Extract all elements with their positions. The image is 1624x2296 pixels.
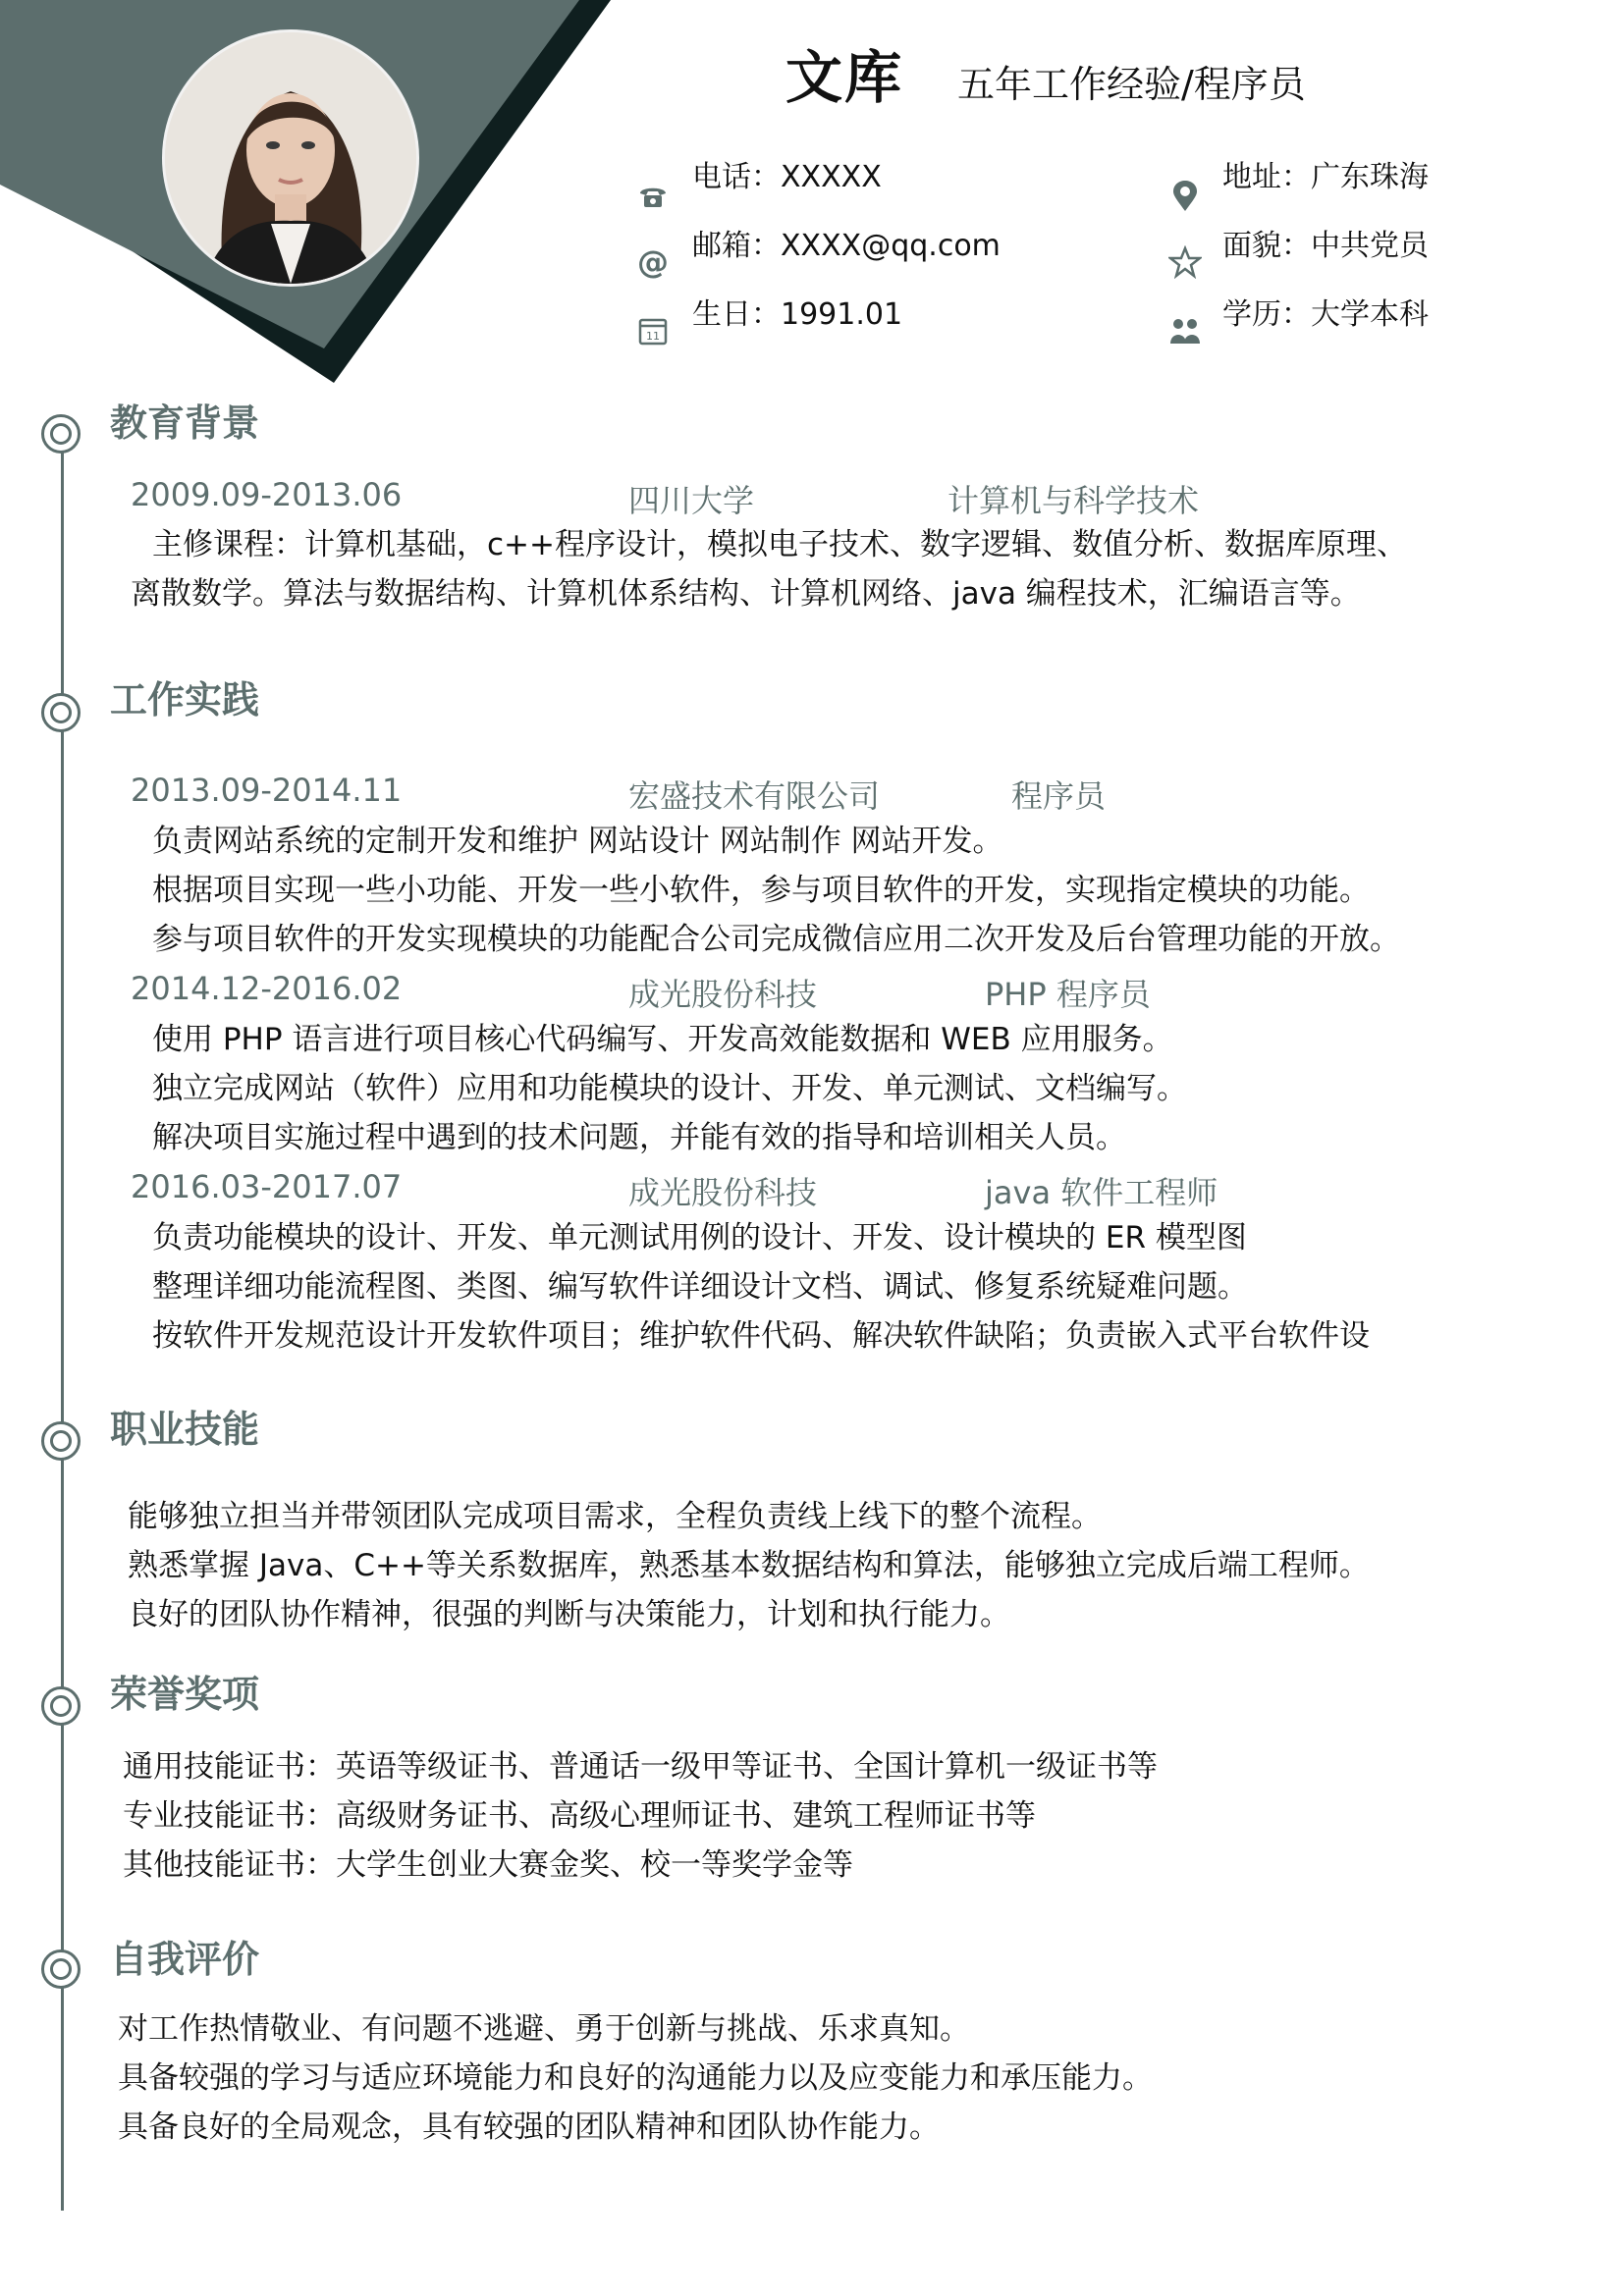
clipped-duty-box [152,1306,1546,1364]
section-title-work: 工作实践 [110,678,260,721]
skill-line: 能够独立担当并带领团队完成项目需求，全程负责线上线下的整个流程。 [128,1499,1102,1534]
skill-line: 良好的团队协作精神，很强的判断与决策能力，计划和执行能力。 [128,1597,1010,1632]
honor-line: 其他技能证书：大学生创业大赛金奖、校一等奖学金等 [123,1847,853,1883]
graduate-icon [1168,312,1202,346]
self-line: 具备较强的学习与适应环境能力和良好的沟通能力以及应变能力和承压能力。 [118,2060,1153,2096]
address: 地址：广东珠海 [1222,160,1429,194]
section-title-skills: 职业技能 [110,1408,260,1451]
timeline-marker [41,693,81,732]
honor-line: 通用技能证书：英语等级证书、普通话一级甲等证书、全国计算机一级证书等 [123,1749,1158,1785]
job-duty: 负责功能模块的设计、开发、单元测试用例的设计、开发、设计模块的 ER 模型图 [152,1220,1247,1255]
job-role: java 软件工程师 [985,1174,1218,1211]
timeline-marker [41,1686,81,1726]
section-title-honors: 荣誉奖项 [110,1673,260,1716]
birthday: 生日：1991.01 [692,297,903,332]
section-title-education: 教育背景 [110,401,260,445]
calendar-icon [636,314,670,347]
star-icon [1168,245,1202,279]
section-title-self: 自我评价 [110,1938,260,1981]
job-subtitle: 五年工作经验/程序员 [957,63,1306,106]
job-duty: 解决项目实施过程中遇到的技术问题，并能有效的指导和培训相关人员。 [152,1120,1126,1155]
job-period: 2014.12-2016.02 [131,970,403,1007]
phone-icon [636,180,670,213]
profile-photo [162,29,419,287]
job-duty: 使用 PHP 语言进行项目核心代码编写、开发高效能数据和 WEB 应用服务。 [152,1022,1173,1057]
job-duty: 根据项目实现一些小功能、开发一些小软件，参与项目软件的开发，实现指定模块的功能。 [152,873,1370,908]
name: 文库 [785,44,904,111]
job-company: 宏盛技术有限公司 [628,777,881,815]
education-level: 学历：大学本科 [1222,297,1429,332]
job-role: PHP 程序员 [985,976,1151,1013]
timeline-marker [41,1421,81,1461]
self-line: 具备良好的全局观念，具有较强的团队精神和团队协作能力。 [118,2109,940,2145]
political-status: 面貌：中共党员 [1222,229,1429,263]
honor-line: 专业技能证书：高级财务证书、高级心理师证书、建筑工程师证书等 [123,1798,1036,1834]
at-icon [636,245,670,279]
svg-text:@: @ [637,245,669,279]
job-role: 程序员 [1011,777,1107,815]
job-duty: 负责网站系统的定制开发和维护 网站设计 网站制作 网站开发。 [152,824,1003,859]
job-duty: 整理详细功能流程图、类图、编写软件详细设计文档、调试、修复系统疑难问题。 [152,1269,1248,1305]
job-duty: 按软件开发规范设计开发软件项目；维护软件代码、解决软件缺陷；负责嵌入式平台软件设 [152,1318,1370,1354]
job-duty: 参与项目软件的开发实现模块的功能配合公司完成微信应用二次开发及后台管理功能的开放。 [152,922,1400,957]
education-line: 离散数学。算法与数据结构、计算机体系结构、计算机网络、java 编程技术，汇编语言等。 [131,576,1361,612]
skill-line: 熟悉掌握 Java、C++等关系数据库，熟悉基本数据结构和算法，能够独立完成后端工程师。 [128,1548,1370,1583]
education-line: 主修课程：计算机基础，c++程序设计，模拟电子技术、数字逻辑、数值分析、数据库原理、 [152,527,1407,562]
education-major: 计算机与科学技术 [947,482,1200,519]
timeline-marker [41,414,81,454]
job-company: 成光股份科技 [628,976,818,1013]
job-company: 成光股份科技 [628,1174,818,1211]
timeline-marker [41,1949,81,1989]
self-line: 对工作热情敬业、有问题不逃避、勇于创新与挑战、乐求真知。 [118,2011,970,2047]
email: 邮箱：XXXX@qq.com [692,229,1001,263]
education-school: 四川大学 [628,482,755,519]
job-period: 2016.03-2017.07 [131,1168,403,1205]
location-icon [1168,180,1202,213]
job-duty: 独立完成网站（软件）应用和功能模块的设计、开发、单元测试、文档编写。 [152,1071,1187,1106]
svg-text:11: 11 [646,330,660,343]
phone: 电话：XXXXX [692,160,882,194]
job-period: 2013.09-2014.11 [131,772,403,809]
education-period: 2009.09-2013.06 [131,476,403,513]
